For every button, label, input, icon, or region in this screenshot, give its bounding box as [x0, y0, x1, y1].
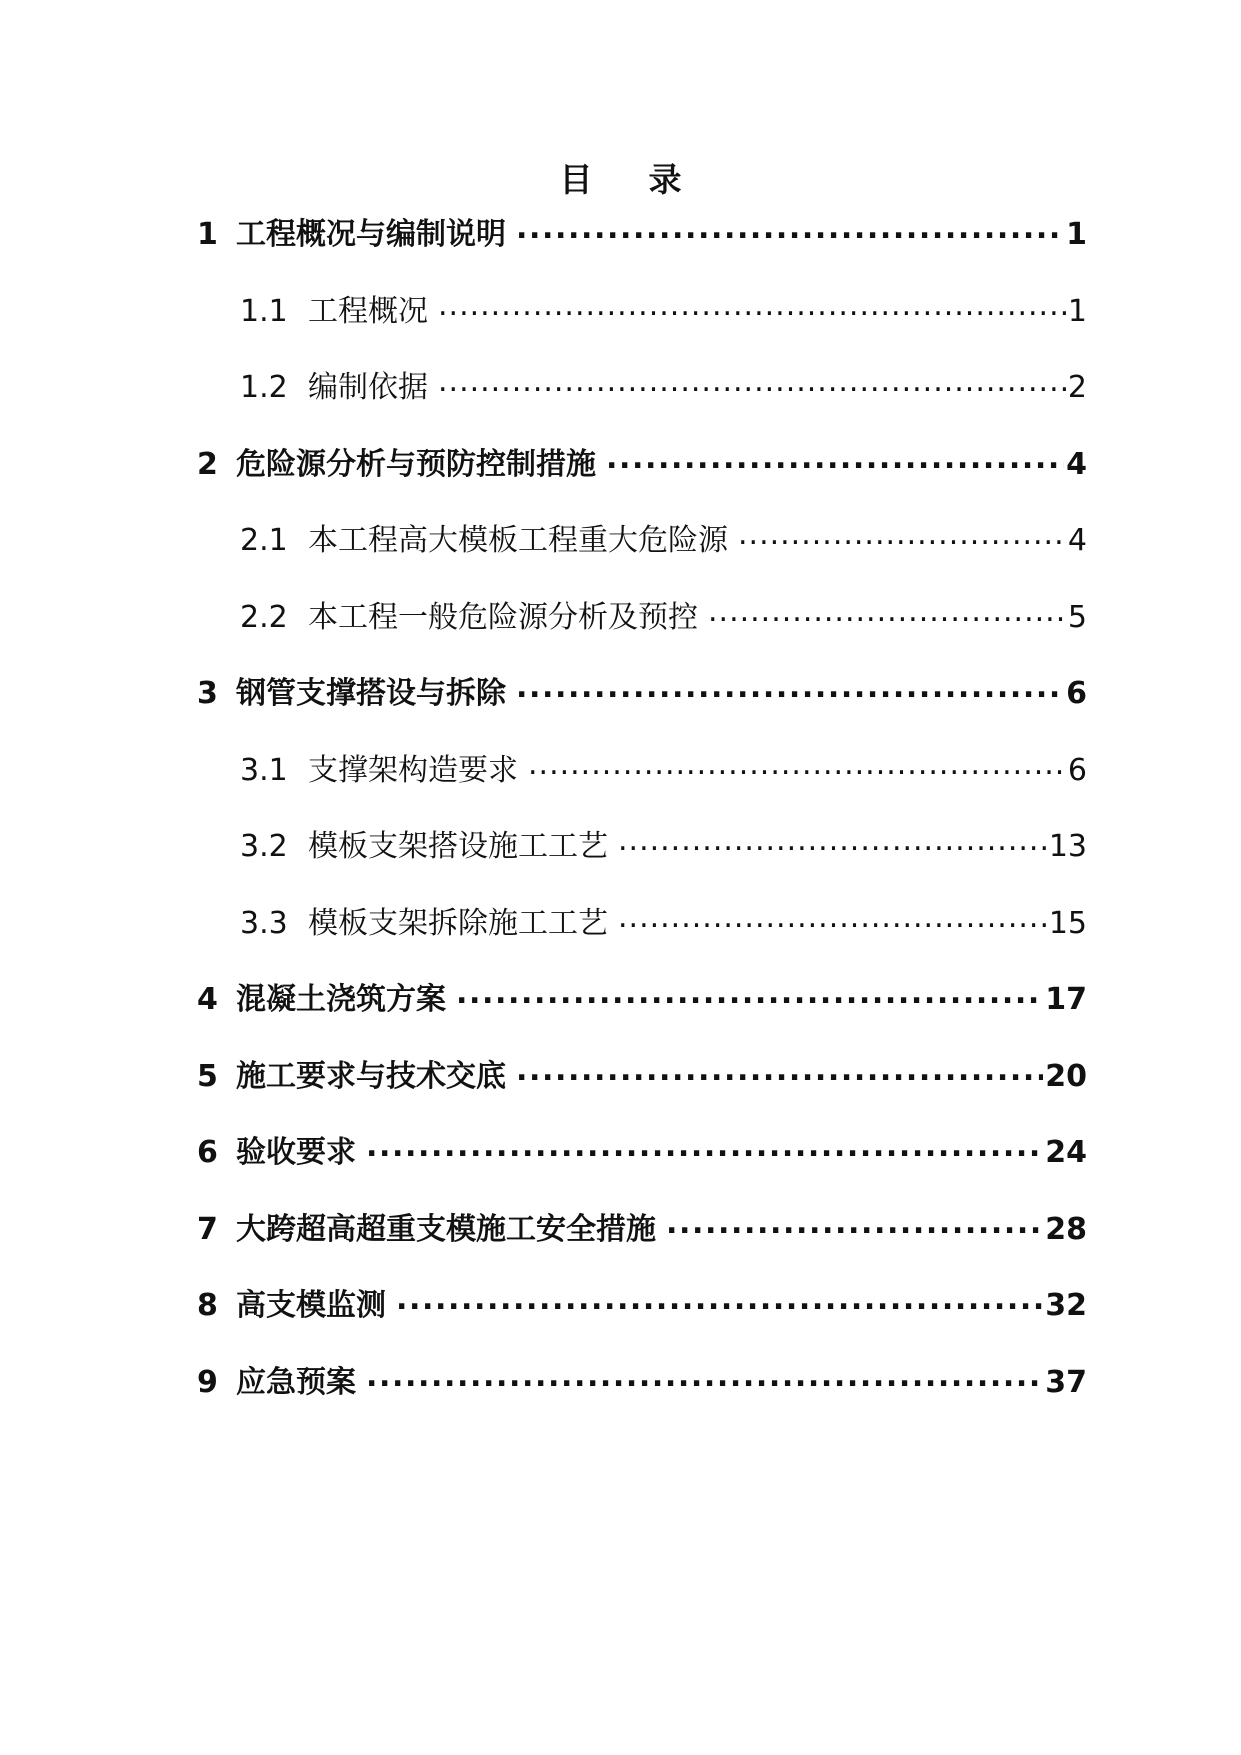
toc-entry-page-number: 5 — [1067, 600, 1087, 635]
toc-entry-label: 模板支架拆除施工工艺 — [308, 906, 608, 941]
toc-entry[interactable] — [197, 1056, 1087, 1097]
toc-entry[interactable] — [240, 291, 1087, 332]
toc-entry-page-number: 37 — [1045, 1365, 1087, 1400]
toc-entry-number: 3.2 — [240, 829, 288, 864]
toc-entry-label: 应急预案 — [236, 1365, 356, 1400]
toc-dot-leader — [606, 444, 1064, 474]
toc-dot-leader — [708, 597, 1066, 627]
toc-entry-number: 1.1 — [240, 294, 288, 329]
toc-entry-label: 危险源分析与预防控制措施 — [236, 447, 596, 482]
toc-entry-label: 工程概况与编制说明 — [236, 217, 506, 252]
toc-entry-number: 3.3 — [240, 906, 288, 941]
toc-entry-page-number: 32 — [1045, 1288, 1087, 1323]
toc-entry-number: 2.1 — [240, 523, 288, 558]
toc-entry-label: 高支模监测 — [236, 1288, 386, 1323]
toc-dot-leader — [516, 1056, 1043, 1086]
toc-entry[interactable] — [197, 673, 1087, 714]
toc-entry[interactable] — [197, 979, 1087, 1020]
toc-entry[interactable] — [240, 367, 1087, 408]
toc-entry-page-number: 6 — [1066, 676, 1087, 711]
toc-entry-page-number: 13 — [1048, 829, 1087, 864]
toc-title — [0, 158, 1241, 202]
toc-entry[interactable] — [197, 1209, 1087, 1250]
toc-entry-number: 5 — [197, 1059, 218, 1094]
toc-entry-page-number: 15 — [1048, 906, 1087, 941]
toc-dot-leader — [438, 367, 1066, 397]
toc-entry-number: 1 — [197, 217, 218, 252]
toc-entry-page-number: 6 — [1067, 753, 1087, 788]
toc-entry-page-number: 24 — [1045, 1135, 1087, 1170]
toc-entry-page-number: 4 — [1067, 523, 1087, 558]
toc-entry-page-number: 1 — [1067, 294, 1087, 329]
toc-dot-leader — [618, 903, 1047, 933]
toc-entry-label: 大跨超高超重支模施工安全措施 — [236, 1212, 656, 1247]
toc-entry[interactable] — [197, 214, 1087, 255]
toc-entry-number: 4 — [197, 982, 218, 1017]
toc-entry[interactable] — [240, 826, 1087, 867]
toc-entry[interactable] — [197, 1362, 1087, 1403]
toc-entry-page-number: 28 — [1045, 1212, 1087, 1247]
toc-entry-number: 7 — [197, 1212, 218, 1247]
toc-title-first: 目 — [559, 160, 593, 199]
toc-title-second: 录 — [648, 160, 682, 199]
toc-dot-leader — [666, 1209, 1043, 1239]
toc-entry[interactable] — [240, 903, 1087, 944]
toc-dot-leader — [528, 750, 1066, 780]
toc-entry-label: 本工程高大模板工程重大危险源 — [308, 523, 728, 558]
toc-dot-leader — [516, 214, 1064, 244]
toc-dot-leader — [618, 826, 1047, 856]
toc-entry-page-number: 17 — [1045, 982, 1087, 1017]
toc-entry-label: 模板支架搭设施工工艺 — [308, 829, 608, 864]
toc-dot-leader — [456, 979, 1043, 1009]
toc-entry-label: 混凝土浇筑方案 — [236, 982, 446, 1017]
toc-entry-label: 编制依据 — [308, 370, 428, 405]
toc-entry-number: 3 — [197, 676, 218, 711]
toc-entry-page-number: 1 — [1066, 217, 1087, 252]
toc-entry-label: 钢管支撑搭设与拆除 — [236, 676, 506, 711]
toc-entry[interactable] — [197, 1285, 1087, 1326]
toc-entry-number: 8 — [197, 1288, 218, 1323]
toc-entry-label: 验收要求 — [236, 1135, 356, 1170]
toc-entry[interactable] — [240, 520, 1087, 561]
toc-entry-number: 3.1 — [240, 753, 288, 788]
toc-entry[interactable] — [240, 597, 1087, 638]
toc-entry-label: 支撑架构造要求 — [308, 753, 518, 788]
toc-dot-leader — [516, 673, 1064, 703]
toc-entry-page-number: 20 — [1045, 1059, 1087, 1094]
toc-entry-label: 工程概况 — [308, 294, 428, 329]
toc-dot-leader — [366, 1362, 1043, 1392]
toc-dot-leader — [366, 1132, 1043, 1162]
toc-entry-page-number: 4 — [1066, 447, 1087, 482]
toc-entry-number: 1.2 — [240, 370, 288, 405]
toc-entry-label: 施工要求与技术交底 — [236, 1059, 506, 1094]
toc-entry-number: 9 — [197, 1365, 218, 1400]
toc-dot-leader — [738, 520, 1066, 550]
toc-entry-page-number: 2 — [1067, 370, 1087, 405]
toc-dot-leader — [438, 291, 1066, 321]
toc-entry-label: 本工程一般危险源分析及预控 — [308, 600, 698, 635]
toc-entry-number: 2 — [197, 447, 218, 482]
toc-entry-number: 2.2 — [240, 600, 288, 635]
toc-entry[interactable] — [197, 1132, 1087, 1173]
toc-entry[interactable] — [240, 750, 1087, 791]
toc-entry-number: 6 — [197, 1135, 218, 1170]
toc-dot-leader — [396, 1285, 1043, 1315]
toc-entry[interactable] — [197, 444, 1087, 485]
